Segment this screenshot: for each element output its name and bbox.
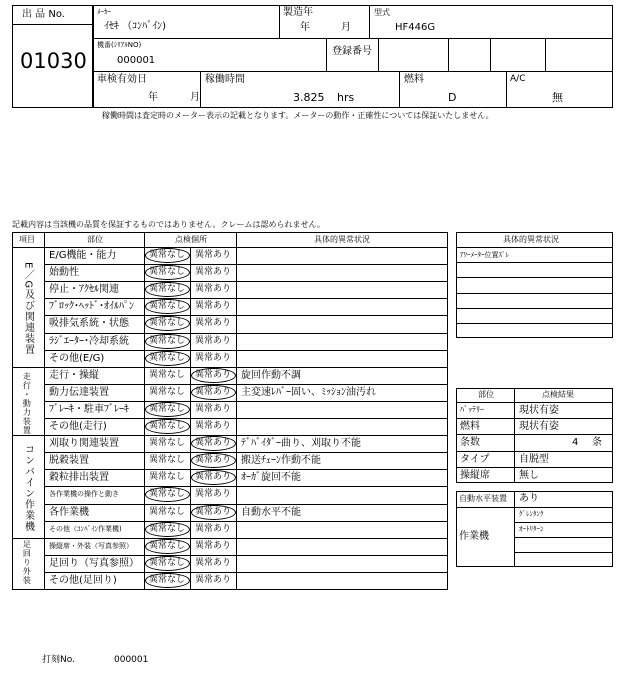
part-label: 停止・ｱｸｾﾙ関連 xyxy=(49,284,119,295)
abnormal-option: 異常あり xyxy=(195,336,232,346)
inspection-label: 車検有効日 xyxy=(97,74,147,85)
table-row xyxy=(44,452,448,469)
model-label: 型式 xyxy=(374,8,390,17)
header-part: 部位 xyxy=(87,235,103,244)
normal-option: 異常なし xyxy=(149,336,186,346)
normal-circle-mark xyxy=(145,299,190,314)
hours-note: 稼働時間は査定時のメーター表示の記載となります。メーターの動作・正確性については保証いたしません。 xyxy=(102,111,494,120)
hours-unit: hrs xyxy=(337,91,355,104)
item-number-label: 出 品 No. xyxy=(22,9,65,20)
abnormal-option: 異常あり xyxy=(195,301,232,311)
normal-option: 異常なし xyxy=(149,301,186,311)
normal-option: 異常なし xyxy=(149,455,186,465)
inspection-month-unit: 月 xyxy=(190,92,200,103)
table-row xyxy=(44,469,448,486)
abnormal-circle-mark xyxy=(191,385,236,400)
result-value: 現状有姿 xyxy=(519,421,559,432)
abnormal-option: 異常あり xyxy=(195,507,232,517)
table-row xyxy=(44,418,448,435)
part-label: ﾌﾞﾚｰｷ・駐車ﾌﾞﾚｰｷ xyxy=(49,404,129,415)
table-row xyxy=(44,333,448,350)
part-label: 操縦席・外装（写真参照） xyxy=(49,542,133,550)
normal-option: 異常なし xyxy=(149,541,186,551)
normal-option: 異常なし xyxy=(149,370,186,380)
abnormal-option: 異常あり xyxy=(195,370,232,380)
detail-text: 旋回作動不調 xyxy=(241,370,301,381)
normal-circle-mark xyxy=(145,402,190,417)
table-row xyxy=(44,264,448,281)
normal-option: 異常なし xyxy=(149,438,186,448)
result-part: ﾊﾞｯﾃﾘｰ xyxy=(460,405,484,414)
part-label: ﾌﾞﾛｯｸ･ﾍｯﾄﾞ･ｵｲﾙﾊﾟﾝ xyxy=(49,301,134,312)
normal-circle-mark xyxy=(145,248,190,263)
ac-label: A/C xyxy=(510,74,526,84)
group-engine: E／G及び関連装置 xyxy=(22,262,34,356)
abnormal-circle-mark xyxy=(191,368,236,383)
table-row xyxy=(44,555,448,572)
normal-circle-mark xyxy=(145,556,190,571)
result-value: 無し xyxy=(519,470,539,481)
result-part: タイプ xyxy=(460,454,490,465)
part-label: 脱穀装置 xyxy=(49,455,89,466)
fuel-value: D xyxy=(448,91,457,104)
result-unit: 条 xyxy=(592,437,602,448)
abnormal-option: 異常あり xyxy=(195,387,232,397)
table-row xyxy=(44,384,448,401)
year-unit: 年 xyxy=(300,22,310,33)
month-unit: 月 xyxy=(341,22,351,33)
result-value: 自脱型 xyxy=(519,454,549,465)
normal-option: 異常なし xyxy=(149,489,186,499)
normal-option: 異常なし xyxy=(149,558,186,568)
detail-text: 搬送ﾁｪｰﾝ作動不能 xyxy=(241,455,321,466)
result-part: 条数 xyxy=(460,437,480,448)
abnormal-option: 異常あり xyxy=(195,421,232,431)
detail-text: 主変速ﾚﾊﾞｰ固い、ﾐｯｼｮﾝ油汚れ xyxy=(241,387,376,398)
work-label: 作業機 xyxy=(459,531,489,542)
part-label: 各作業機 xyxy=(49,507,89,518)
abnormal-detail-row: ｱﾜｰﾒｰﾀｰ位置ｽﾞﾚ xyxy=(460,251,509,259)
group-drive: 走行・動力装置 xyxy=(22,372,32,435)
stamp-label: 打刻No. xyxy=(42,655,75,665)
normal-circle-mark xyxy=(145,282,190,297)
normal-option: 異常なし xyxy=(149,250,186,260)
normal-circle-mark xyxy=(145,419,190,434)
normal-circle-mark xyxy=(145,539,190,554)
abnormal-option: 異常あり xyxy=(195,541,232,551)
result-value: 4 xyxy=(572,437,579,448)
abnormal-option: 異常あり xyxy=(195,438,232,448)
maker-value: ｲｾｷ （ｺﾝﾊﾞｲﾝ) xyxy=(104,21,167,32)
work-item: ｸﾞﾚﾝﾀﾝｸ xyxy=(519,510,544,518)
year-label: 製造年 xyxy=(283,7,313,18)
header-check: 点検個所 xyxy=(175,235,207,244)
part-label: その他（ｺﾝﾊﾞｲﾝ作業機) xyxy=(49,525,122,533)
detail-text: 自動水平不能 xyxy=(241,507,301,518)
serial-value: 000001 xyxy=(117,55,156,66)
normal-option: 異常なし xyxy=(149,575,186,585)
part-label: 刈取り関連装置 xyxy=(49,438,119,449)
detail-text: ｵｰｶﾞ旋回不能 xyxy=(241,472,301,483)
result-part: 燃料 xyxy=(460,421,480,432)
normal-option: 異常なし xyxy=(149,284,186,294)
part-label: 走行・操縦 xyxy=(49,370,99,381)
table-row xyxy=(44,367,448,384)
normal-option: 異常なし xyxy=(149,421,186,431)
abnormal-option: 異常あり xyxy=(195,250,232,260)
table-row xyxy=(44,315,448,332)
part-label: その他(足回り) xyxy=(49,575,117,586)
normal-circle-mark xyxy=(145,351,190,366)
part-label: 吸排気系統・状態 xyxy=(49,318,129,329)
normal-circle-mark xyxy=(145,265,190,280)
abnormal-circle-mark xyxy=(191,470,236,485)
normal-option: 異常なし xyxy=(149,507,186,517)
part-label: その他(走行) xyxy=(49,421,107,432)
abnormal-option: 異常あり xyxy=(195,524,232,534)
auto-level-label: 自動水平装置 xyxy=(459,494,507,503)
normal-circle-mark xyxy=(145,487,190,502)
normal-option: 異常なし xyxy=(149,318,186,328)
detail-text: ﾃﾞﾊﾞｲﾀﾞｰ曲り、刈取り不能 xyxy=(241,438,361,449)
auto-level-value: あり xyxy=(519,493,539,504)
table-row xyxy=(44,401,448,418)
disclaimer: 記載内容は当該機の品質を保証するものではありません。クレームは認められません。 xyxy=(12,220,325,229)
abnormal-option: 異常あり xyxy=(195,353,232,363)
header-item: 項目 xyxy=(19,235,35,244)
normal-option: 異常なし xyxy=(149,404,186,414)
results-header-part: 部位 xyxy=(478,390,494,399)
abnormal-option: 異常あり xyxy=(195,404,232,414)
item-number: 01030 xyxy=(20,49,87,73)
table-row xyxy=(44,538,448,555)
fuel-label: 燃料 xyxy=(404,74,424,85)
table-row xyxy=(44,521,448,538)
hours-value: 3.825 xyxy=(293,91,325,104)
table-row xyxy=(44,281,448,298)
part-label: その他(E/G) xyxy=(49,353,105,364)
abnormal-option: 異常あり xyxy=(195,472,232,482)
abnormal-option: 異常あり xyxy=(195,489,232,499)
abnormal-option: 異常あり xyxy=(195,575,232,585)
normal-option: 異常なし xyxy=(149,353,186,363)
abnormal-detail-header: 具体的異常状況 xyxy=(503,235,559,244)
maker-label: ﾒｰｶｰ xyxy=(97,8,111,16)
registration-label: 登録番号 xyxy=(332,46,372,57)
table-row xyxy=(44,572,448,589)
abnormal-option: 異常あり xyxy=(195,455,232,465)
abnormal-option: 異常あり xyxy=(195,284,232,294)
part-label: 穀粒排出装置 xyxy=(49,472,109,483)
abnormal-option: 異常あり xyxy=(195,558,232,568)
header-detail: 具体的異常状況 xyxy=(314,235,370,244)
table-row xyxy=(44,350,448,367)
ac-value: 無 xyxy=(552,91,563,104)
table-row xyxy=(44,486,448,503)
abnormal-circle-mark xyxy=(191,436,236,451)
abnormal-circle-mark xyxy=(191,505,236,520)
part-label: 各作業機の操作と動き xyxy=(49,490,119,498)
part-label: E/G機能・能力 xyxy=(49,250,117,261)
normal-option: 異常なし xyxy=(149,472,186,482)
part-label: ﾗｼﾞｴｰﾀｰ･冷却系統 xyxy=(49,336,129,347)
stamp-value: 000001 xyxy=(114,655,149,665)
serial-label: 機番(ｼﾘｱﾙNO) xyxy=(97,41,142,49)
result-value: 現状有姿 xyxy=(519,405,559,416)
results-header-result: 点検結果 xyxy=(542,390,574,399)
model-value: HF446G xyxy=(395,22,436,33)
work-item: ｵｰﾄﾘﾀｰﾝ xyxy=(519,525,544,533)
part-label: 動力伝達装置 xyxy=(49,387,109,398)
normal-circle-mark xyxy=(145,334,190,349)
table-row xyxy=(44,504,448,521)
part-label: 始動性 xyxy=(49,267,79,278)
normal-circle-mark xyxy=(145,522,190,537)
normal-option: 異常なし xyxy=(149,387,186,397)
hours-label: 稼働時間 xyxy=(205,74,245,85)
normal-option: 異常なし xyxy=(149,267,186,277)
abnormal-option: 異常あり xyxy=(195,318,232,328)
normal-circle-mark xyxy=(145,316,190,331)
group-undercarriage: 足回り外装 xyxy=(22,540,32,585)
part-label: 足回り（写真参照） xyxy=(49,558,139,569)
abnormal-circle-mark xyxy=(191,453,236,468)
table-row xyxy=(44,298,448,315)
normal-circle-mark xyxy=(145,573,190,588)
table-row xyxy=(44,247,448,264)
table-row xyxy=(44,435,448,452)
abnormal-option: 異常あり xyxy=(195,267,232,277)
normal-option: 異常なし xyxy=(149,524,186,534)
group-combine: コンバイン作業機 xyxy=(22,444,34,532)
inspection-year-unit: 年 xyxy=(148,92,158,103)
result-part: 操縦席 xyxy=(460,470,490,481)
